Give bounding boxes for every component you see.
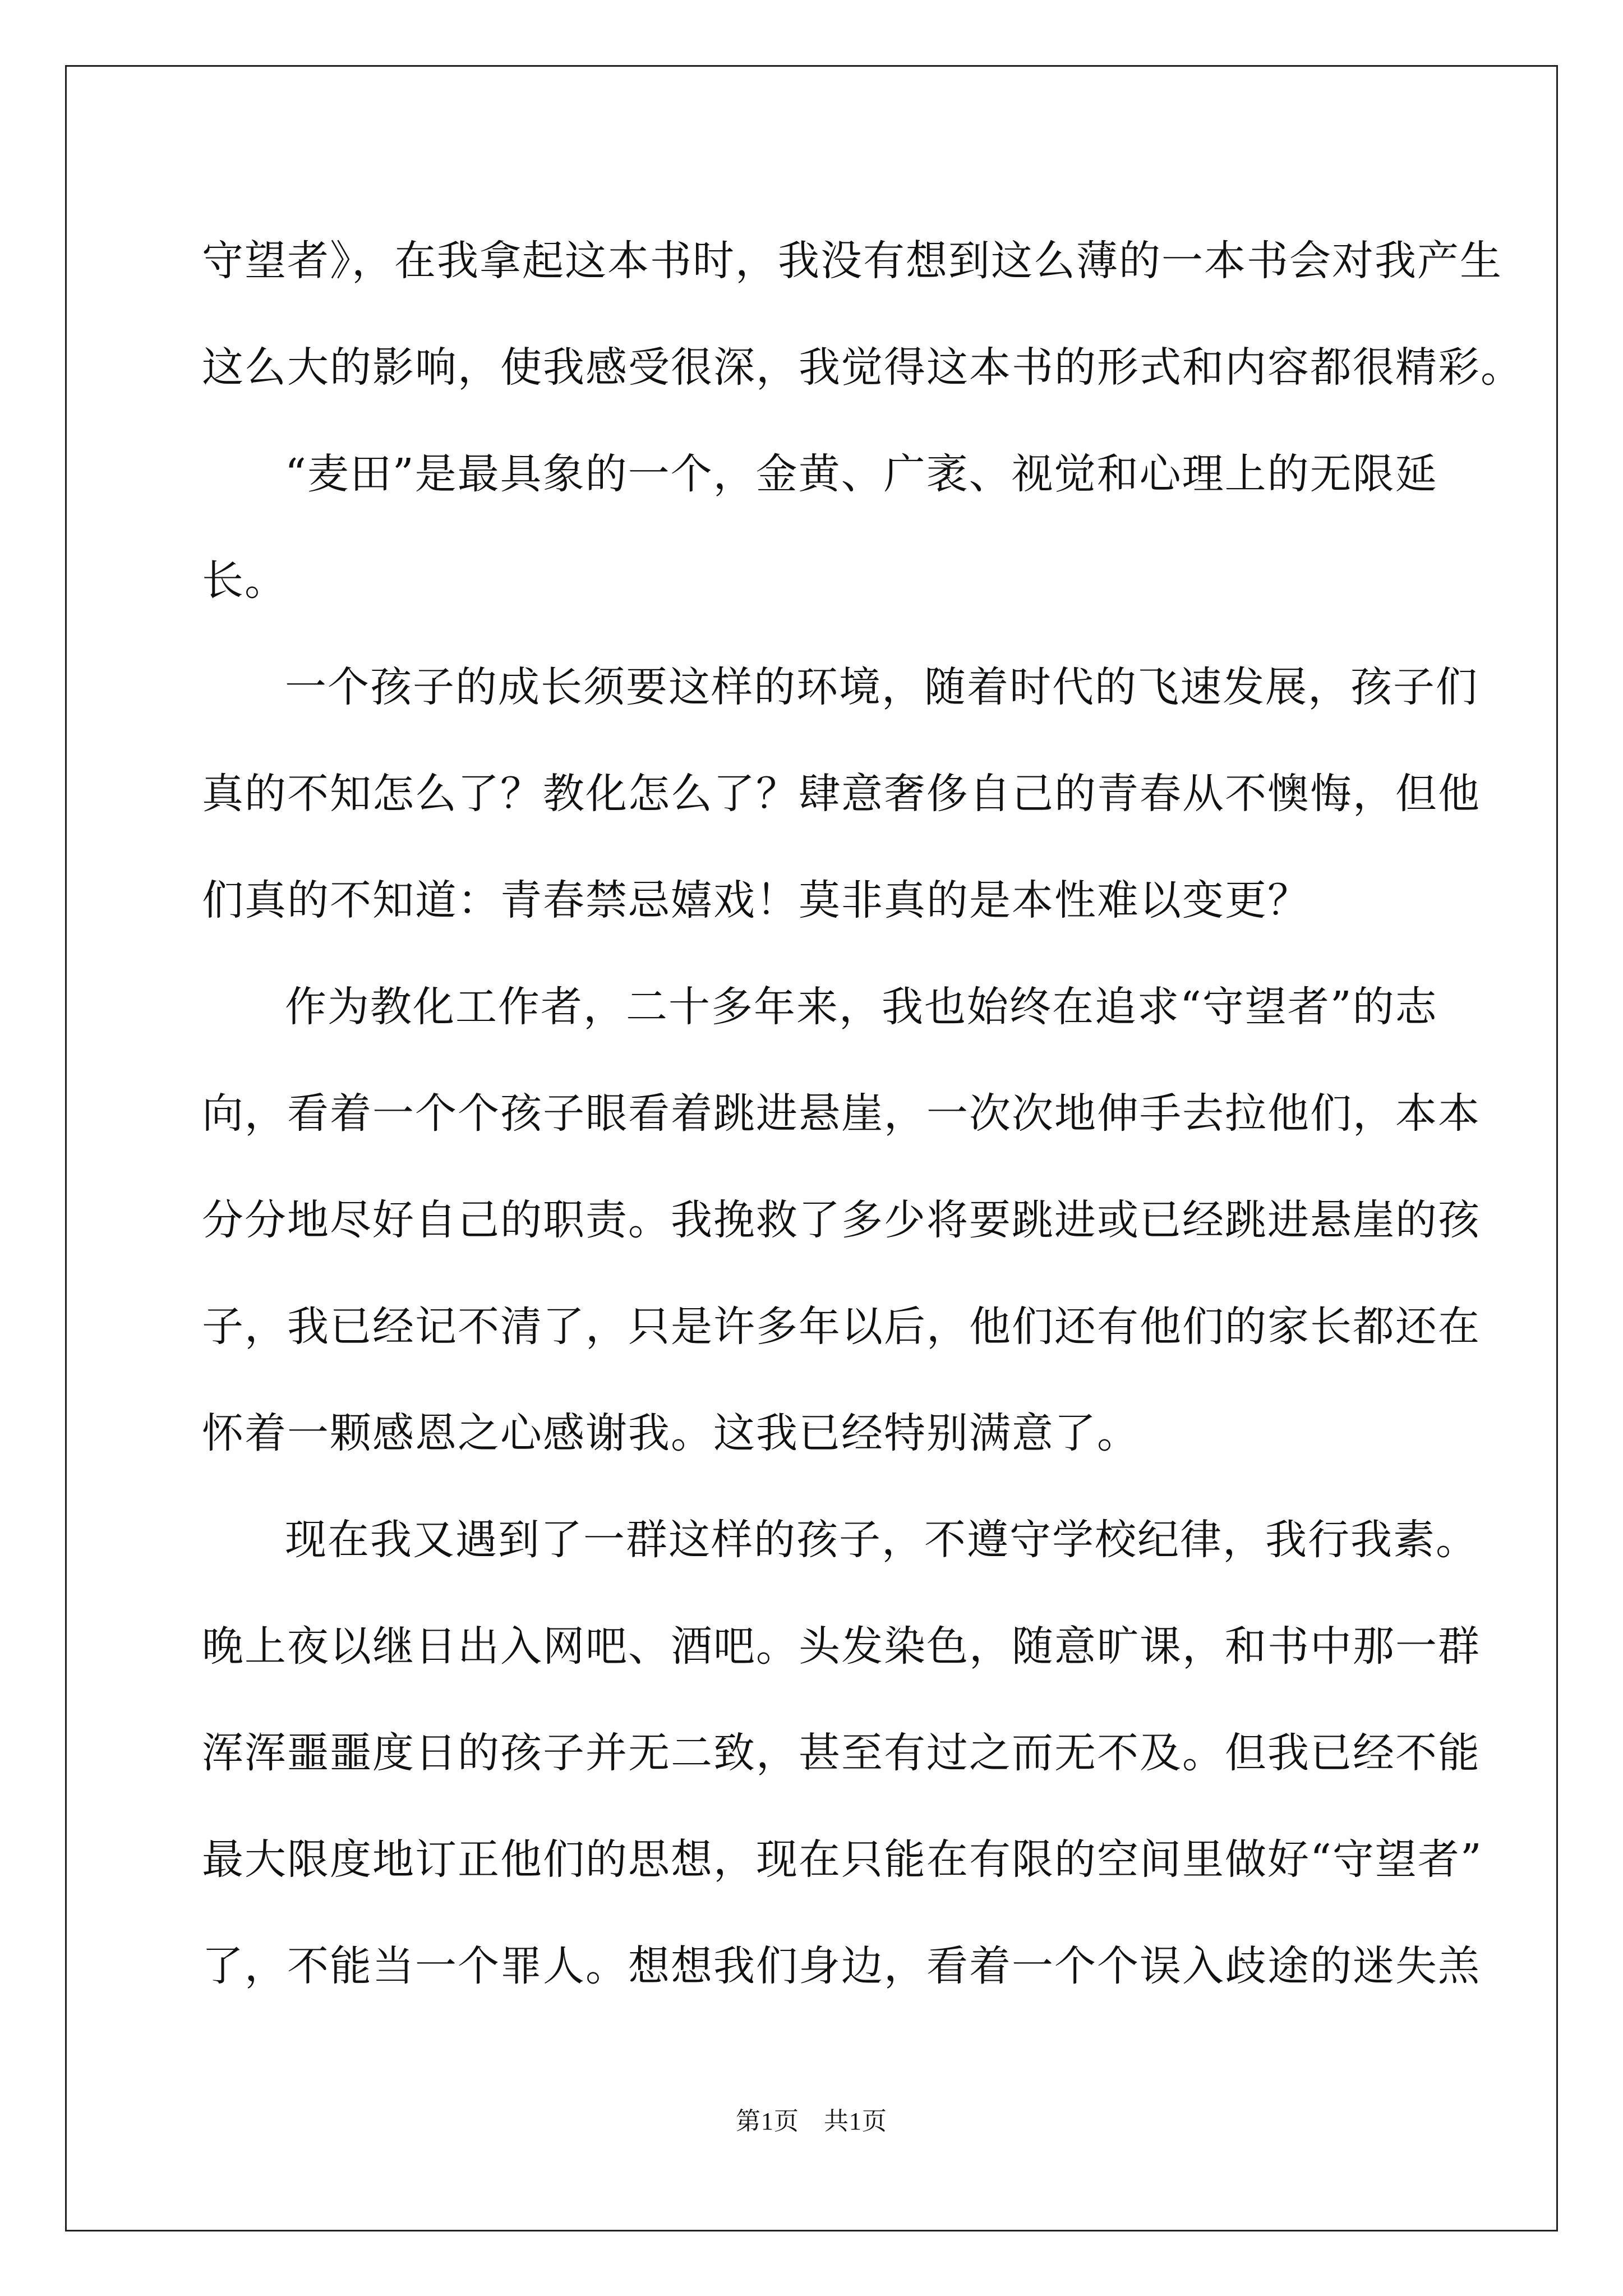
- page-number: 第1页: [736, 2108, 799, 2135]
- text-line: 向，看着一个个孩子眼看着跳进悬崖，一次次地伸手去拉他们，本本: [202, 1089, 1481, 1138]
- text-line: 现在我又遇到了一群这样的孩子，不遵守学校纪律，我行我素。: [285, 1516, 1478, 1564]
- text-line: 子，我已经记不清了，只是许多年以后，他们还有他们的家长都还在: [202, 1303, 1481, 1351]
- text-line: 浑浑噩噩度日的孩子并无二致，甚至有过之而无不及。但我已经不能: [202, 1729, 1481, 1777]
- text-line: 了，不能当一个罪人。想想我们身边，看着一个个误入歧途的迷失羔: [202, 1942, 1481, 1990]
- text-line: 晚上夜以继日出入网吧、酒吧。头发染色，随意旷课，和书中那一群: [202, 1622, 1481, 1671]
- text-line: 们真的不知道：青春禁忌嬉戏！莫非真的是本性难以变更？: [202, 876, 1310, 924]
- text-line: 长。: [202, 556, 287, 605]
- text-line: 作为教化工作者，二十多年来，我也始终在追求“守望者”的志: [285, 983, 1438, 1031]
- text-line: 分分地尽好自己的职责。我挽救了多少将要跳进或已经跳进悬崖的孩: [202, 1196, 1481, 1244]
- page-footer: [0, 2101, 1623, 2137]
- text-line: 一个孩子的成长须要这样的环境，随着时代的飞速发展，孩子们: [285, 663, 1478, 711]
- document-body: [202, 208, 1523, 2019]
- text-line: “麦田”是最具象的一个，金黄、广袤、视觉和心理上的无限延: [285, 450, 1438, 498]
- text-line: 最大限度地订正他们的思想，现在只能在有限的空间里做好“守望者”: [202, 1835, 1483, 1884]
- text-line: 这么大的影响，使我感受很深，我觉得这本书的形式和内容都很精彩。: [202, 343, 1523, 392]
- text-line: 怀着一颗感恩之心感谢我。这我已经特别满意了。: [202, 1409, 1140, 1457]
- text-line: 守望者》，在我拿起这本书时，我没有想到这么薄的一本书会对我产生: [202, 237, 1502, 285]
- text-line: 真的不知怎么了？教化怎么了？肆意奢侈自己的青春从不懊悔，但他: [202, 770, 1481, 818]
- page-total: 共1页: [824, 2108, 887, 2135]
